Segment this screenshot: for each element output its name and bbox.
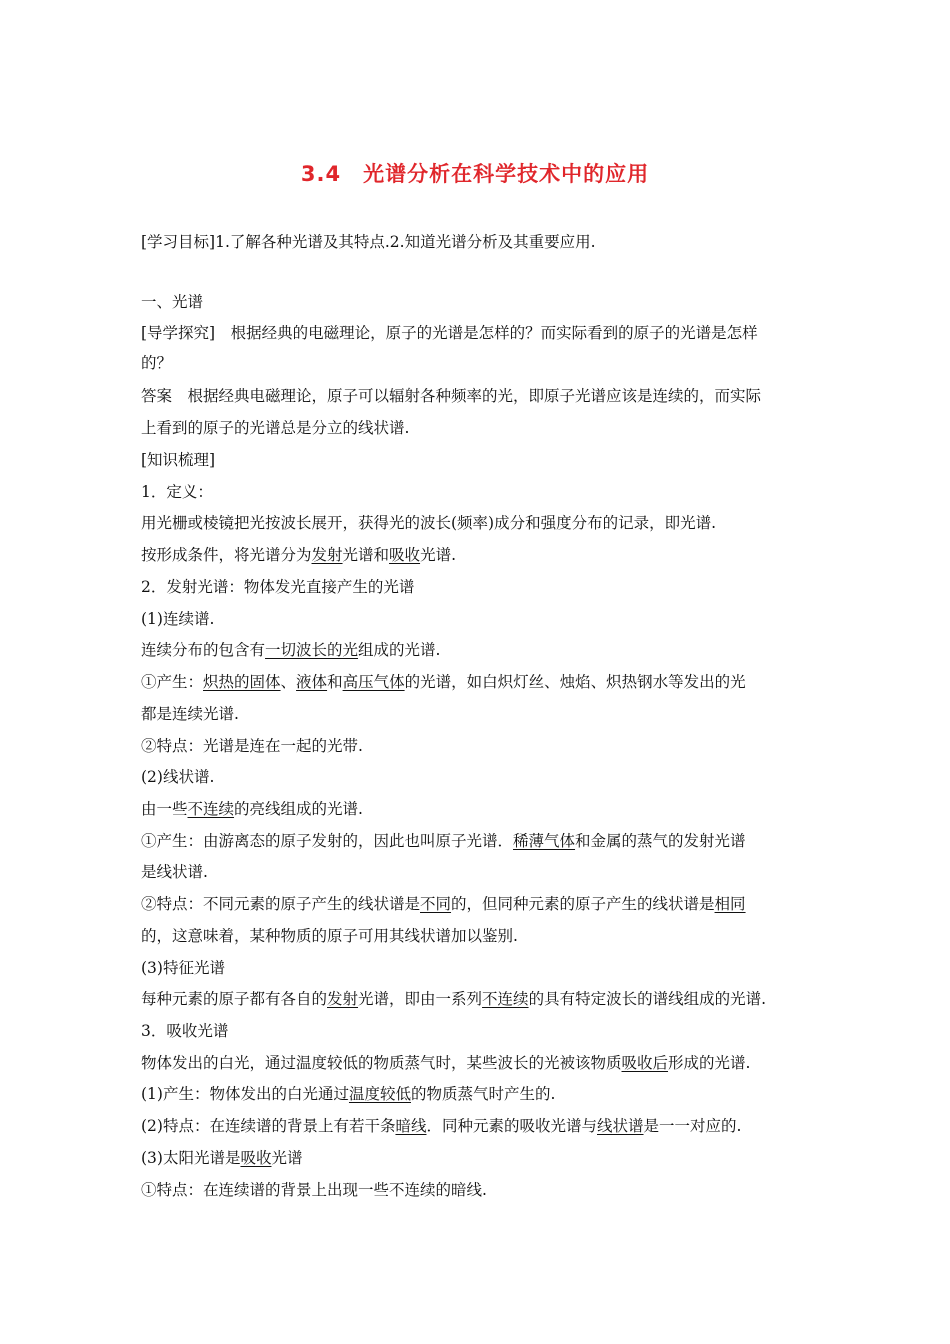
text-span: 的亮线组成的光谱. xyxy=(234,800,363,818)
text-span: ①特点：在连续谱的背景上出现一些不连续的暗线. xyxy=(141,1181,487,1199)
text-span: 的光谱，如白炽灯丝、烛焰、炽热钢水等发出的光 xyxy=(404,673,746,691)
text-line xyxy=(141,482,213,502)
text-line xyxy=(141,609,214,629)
text-line xyxy=(141,736,363,756)
underlined-answer: 不连续 xyxy=(482,990,529,1008)
underlined-answer: 吸收 xyxy=(240,1149,272,1167)
text-line xyxy=(141,577,414,597)
underlined-answer: 线状谱 xyxy=(597,1117,644,1135)
text-line xyxy=(141,1084,555,1104)
text-line xyxy=(141,450,215,470)
underlined-answer: 稀薄气体 xyxy=(513,832,576,850)
text-line xyxy=(141,767,214,787)
text-span: 按形成条件，将光谱分为 xyxy=(141,546,312,564)
underlined-answer: 暗线 xyxy=(395,1117,427,1135)
text-span: 和金属的蒸气的发射光谱 xyxy=(575,832,746,850)
text-span: ②特点：不同元素的原子产生的线状谱是 xyxy=(141,895,421,913)
text-span: 2．发射光谱：物体发光直接产生的光谱 xyxy=(141,578,415,596)
text-span: [知识梳理] xyxy=(141,451,216,469)
text-span: 光谱和 xyxy=(342,546,390,564)
text-line xyxy=(141,513,716,533)
text-span: 光谱，即由一系列 xyxy=(358,990,483,1008)
text-span: 和 xyxy=(327,673,343,691)
underlined-answer: 发射 xyxy=(327,990,359,1008)
text-span: 答案 根据经典电磁理论，原子可以辐射各种频率的光，即原子光谱应该是连续的，而实际 xyxy=(141,387,762,405)
text-span: [导学探究] 根据经典的电磁理论，原子的光谱是怎样的？而实际看到的原子的光谱是怎样 xyxy=(141,324,758,342)
text-span: 都是连续光谱. xyxy=(141,705,239,723)
text-span: 组成的光谱. xyxy=(358,641,441,659)
text-span: ．同种元素的吸收光谱与 xyxy=(426,1117,597,1135)
underlined-answer: 吸收 xyxy=(389,546,421,564)
text-span: (1)连续谱. xyxy=(141,610,215,628)
text-span: 是一一对应的. xyxy=(643,1117,742,1135)
underlined-answer: 相同 xyxy=(714,895,746,913)
text-span: ①产生： xyxy=(141,673,204,691)
text-span: (2)特点：在连续谱的背景上有若干条 xyxy=(141,1117,396,1135)
underlined-answer: 不同 xyxy=(420,895,452,913)
text-span: 用光栅或棱镜把光按波长展开，获得光的波长(频率)成分和强度分布的记录，即光谱. xyxy=(141,514,717,532)
text-span: 是线状谱. xyxy=(141,863,208,881)
text-span: (3)太阳光谱是 xyxy=(141,1149,241,1167)
text-line xyxy=(141,958,225,978)
text-line xyxy=(141,640,440,660)
text-line xyxy=(141,353,172,373)
text-span: 的，这意味着，某种物质的原子可用其线状谱加以鉴别. xyxy=(141,927,518,945)
underlined-answer: 不连续 xyxy=(187,800,235,818)
text-line xyxy=(141,1021,228,1041)
underlined-answer: 吸收后 xyxy=(621,1054,669,1072)
text-span: 连续分布的包含有 xyxy=(141,641,266,659)
text-span: 由一些 xyxy=(141,800,188,818)
underlined-answer: 一切波长的光 xyxy=(265,641,359,659)
text-span: (3)特征光谱 xyxy=(141,959,225,977)
page-title: 3.4 光谱分析在科学技术中的应用 xyxy=(300,162,650,186)
text-span: (1)产生：物体发出的白光通过 xyxy=(141,1085,349,1103)
text-span: 形成的光谱. xyxy=(668,1054,751,1072)
text-line xyxy=(141,926,518,946)
text-span: 的？ xyxy=(141,354,173,372)
text-line xyxy=(141,704,239,724)
underlined-answer: 温度较低 xyxy=(348,1085,411,1103)
text-span: 的具有特定波长的谱线组成的光谱. xyxy=(528,990,766,1008)
text-span: [学习目标]1.了解各种光谱及其特点.2.知道光谱分析及其重要应用. xyxy=(141,233,596,251)
text-span: 3．吸收光谱 xyxy=(141,1022,229,1040)
text-span: 一、光谱 xyxy=(141,293,204,311)
text-span: ②特点：光谱是连在一起的光带. xyxy=(141,737,363,755)
text-span: 光谱 xyxy=(271,1149,303,1167)
text-line xyxy=(141,545,456,565)
text-line xyxy=(141,862,208,882)
underlined-answer: 发射 xyxy=(311,546,343,564)
text-line xyxy=(141,1053,750,1073)
text-line xyxy=(141,386,761,406)
text-span: 的，但同种元素的原子产生的线状谱是 xyxy=(451,895,715,913)
text-line xyxy=(141,831,746,851)
text-line xyxy=(141,672,746,692)
text-span: 光谱. xyxy=(420,546,456,564)
text-line xyxy=(141,418,409,438)
text-span: 1．定义： xyxy=(141,483,213,501)
text-line xyxy=(141,1180,487,1200)
text-line xyxy=(141,894,746,914)
text-span: 的物质蒸气时产生的. xyxy=(410,1085,556,1103)
underlined-answer: 高压气体 xyxy=(342,673,405,691)
underlined-answer: 液体 xyxy=(296,673,328,691)
text-line xyxy=(141,292,203,312)
text-span: ①产生：由游离态的原子发射的，因此也叫原子光谱． xyxy=(141,832,514,850)
text-line xyxy=(141,989,766,1009)
text-line xyxy=(141,799,363,819)
underlined-answer: 炽热的固体 xyxy=(203,673,281,691)
text-span: 物体发出的白光，通过温度较低的物质蒸气时，某些波长的光被该物质 xyxy=(141,1054,622,1072)
text-line xyxy=(141,1116,741,1136)
text-line xyxy=(141,1148,303,1168)
text-span: 、 xyxy=(280,673,297,691)
text-span: (2)线状谱. xyxy=(141,768,215,786)
text-line xyxy=(141,232,596,252)
text-line xyxy=(141,323,758,343)
text-span: 上看到的原子的光谱总是分立的线状谱. xyxy=(141,419,410,437)
text-span: 每种元素的原子都有各自的 xyxy=(141,990,328,1008)
